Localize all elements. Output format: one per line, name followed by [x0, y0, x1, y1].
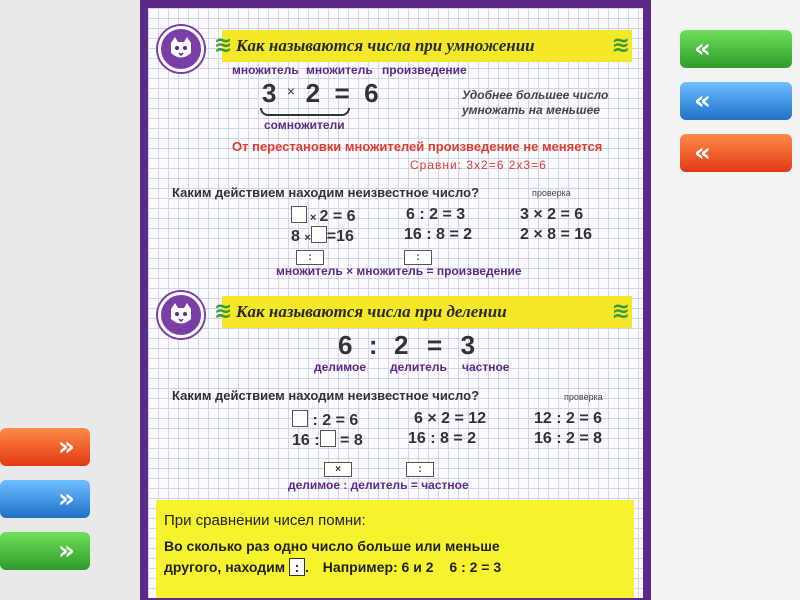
- div-eq-right-2: 16 : 2 = 8: [534, 430, 603, 447]
- mult-b: 2: [305, 78, 321, 108]
- panel-line-2-text: другого, находим: [164, 559, 286, 575]
- div-eq: =: [426, 330, 443, 360]
- div-eq-left-1: : 2 = 6: [292, 410, 358, 430]
- div-r: 3: [460, 330, 476, 360]
- term-product: произведение: [382, 63, 467, 77]
- div-op: :: [368, 330, 378, 360]
- chevron-right-icon: »: [58, 484, 75, 514]
- unknown-box[interactable]: [291, 206, 307, 223]
- comparison-panel: [156, 500, 634, 598]
- mult-check-label: проверка: [532, 188, 571, 198]
- mult-formula: множитель × множитель = произведение: [276, 264, 522, 278]
- term-dividend: делимое: [314, 360, 367, 374]
- term-divisor: делитель: [390, 360, 447, 374]
- mult-a: 3: [262, 78, 277, 108]
- note-line-2: умножать на меньшее: [462, 103, 600, 117]
- division-title-banner: Как называются числа при делении ≋ ≋: [222, 296, 632, 328]
- cofactors-brace: [260, 108, 350, 116]
- mult-op: ×: [286, 83, 296, 99]
- ribbon-blue-left: [0, 480, 90, 518]
- chevron-right-icon: »: [58, 432, 75, 462]
- mult-eq-mid-2: 16 : 8 = 2: [404, 226, 473, 243]
- mult-eq-mid-1: 6 : 2 = 3: [406, 206, 466, 223]
- multiplication-example: [262, 78, 379, 109]
- mult-eq-right-1: 3 × 2 = 6: [520, 206, 584, 223]
- compare-line: Сравни: 3х2=6 2х3=6: [410, 158, 547, 172]
- div-question: Каким действием находим неизвестное число?: [172, 388, 480, 403]
- poster-sheet: [148, 8, 643, 598]
- mult-eq-left-2: 8 × =16: [291, 228, 354, 245]
- cat-icon: [158, 292, 204, 338]
- panel-example-label: Например: 6 и 2: [322, 559, 434, 575]
- panel-example-eq: 6 : 2 = 3: [449, 559, 502, 575]
- mult-op-box-1: :: [296, 250, 324, 265]
- unknown-box[interactable]: [292, 410, 308, 427]
- poster: [140, 0, 651, 600]
- div-eq-mid-1: 6 × 2 = 12: [414, 410, 487, 427]
- multiplication-title: Как называются числа при умножении: [236, 36, 535, 55]
- div-a: 6: [338, 330, 353, 360]
- mult-question: Каким действием находим неизвестное число?: [172, 185, 480, 200]
- div-eq-right-1: 12 : 2 = 6: [534, 410, 603, 427]
- ribbon-blue-right: [680, 82, 792, 120]
- mult-r: 6: [364, 78, 379, 108]
- term-cofactors: сомножители: [264, 118, 345, 132]
- chevron-right-icon: »: [58, 536, 75, 566]
- chevron-left-icon: «: [694, 86, 711, 116]
- div-op-box-2: :: [406, 462, 434, 477]
- division-example: [338, 330, 475, 361]
- panel-line-1: Во сколько раз одно число больше или меньше: [164, 538, 500, 554]
- mult-eq: =: [334, 78, 350, 108]
- panel-op-box: :: [289, 558, 305, 576]
- term-factor-1: множитель: [232, 63, 299, 77]
- ribbon-green-right: [680, 30, 792, 68]
- mult-eq-right-2: 2 × 8 = 16: [520, 226, 593, 243]
- ribbon-green-left: [0, 532, 90, 570]
- term-quotient: частное: [462, 360, 510, 374]
- div-eq-left-2: 16 : = 8: [292, 432, 363, 449]
- div-check-label: проверка: [564, 392, 603, 402]
- chevron-left-icon: «: [694, 138, 711, 168]
- multiplication-title-banner: Как называются числа при умножении ≋ ≋: [222, 30, 632, 62]
- div-formula: делимое : делитель = частное: [288, 478, 469, 492]
- division-title: Как называются числа при делении: [236, 302, 507, 321]
- note-line-1: Удобнее большее число: [462, 88, 609, 102]
- unknown-box[interactable]: [311, 226, 327, 243]
- unknown-box[interactable]: [320, 430, 336, 447]
- div-b: 2: [394, 330, 409, 360]
- panel-line-2: другого, находим : . Например: 6 и 2 6 : 2 = 3: [164, 559, 502, 575]
- mult-eq-left-1: × 2 = 6: [291, 206, 356, 226]
- div-eq-mid-2: 16 : 8 = 2: [408, 430, 477, 447]
- ribbon-orange-right: [680, 134, 792, 172]
- commutative-rule: От перестановки множителей произведение не меняется: [232, 139, 603, 154]
- mult-op-box-2: :: [404, 250, 432, 265]
- panel-title: При сравнении чисел помни:: [164, 512, 366, 529]
- ribbon-orange-left: [0, 428, 90, 466]
- term-factor-2: множитель: [306, 63, 373, 77]
- cat-icon: [158, 26, 204, 72]
- chevron-left-icon: «: [694, 34, 711, 64]
- div-op-box-1: ×: [324, 462, 352, 477]
